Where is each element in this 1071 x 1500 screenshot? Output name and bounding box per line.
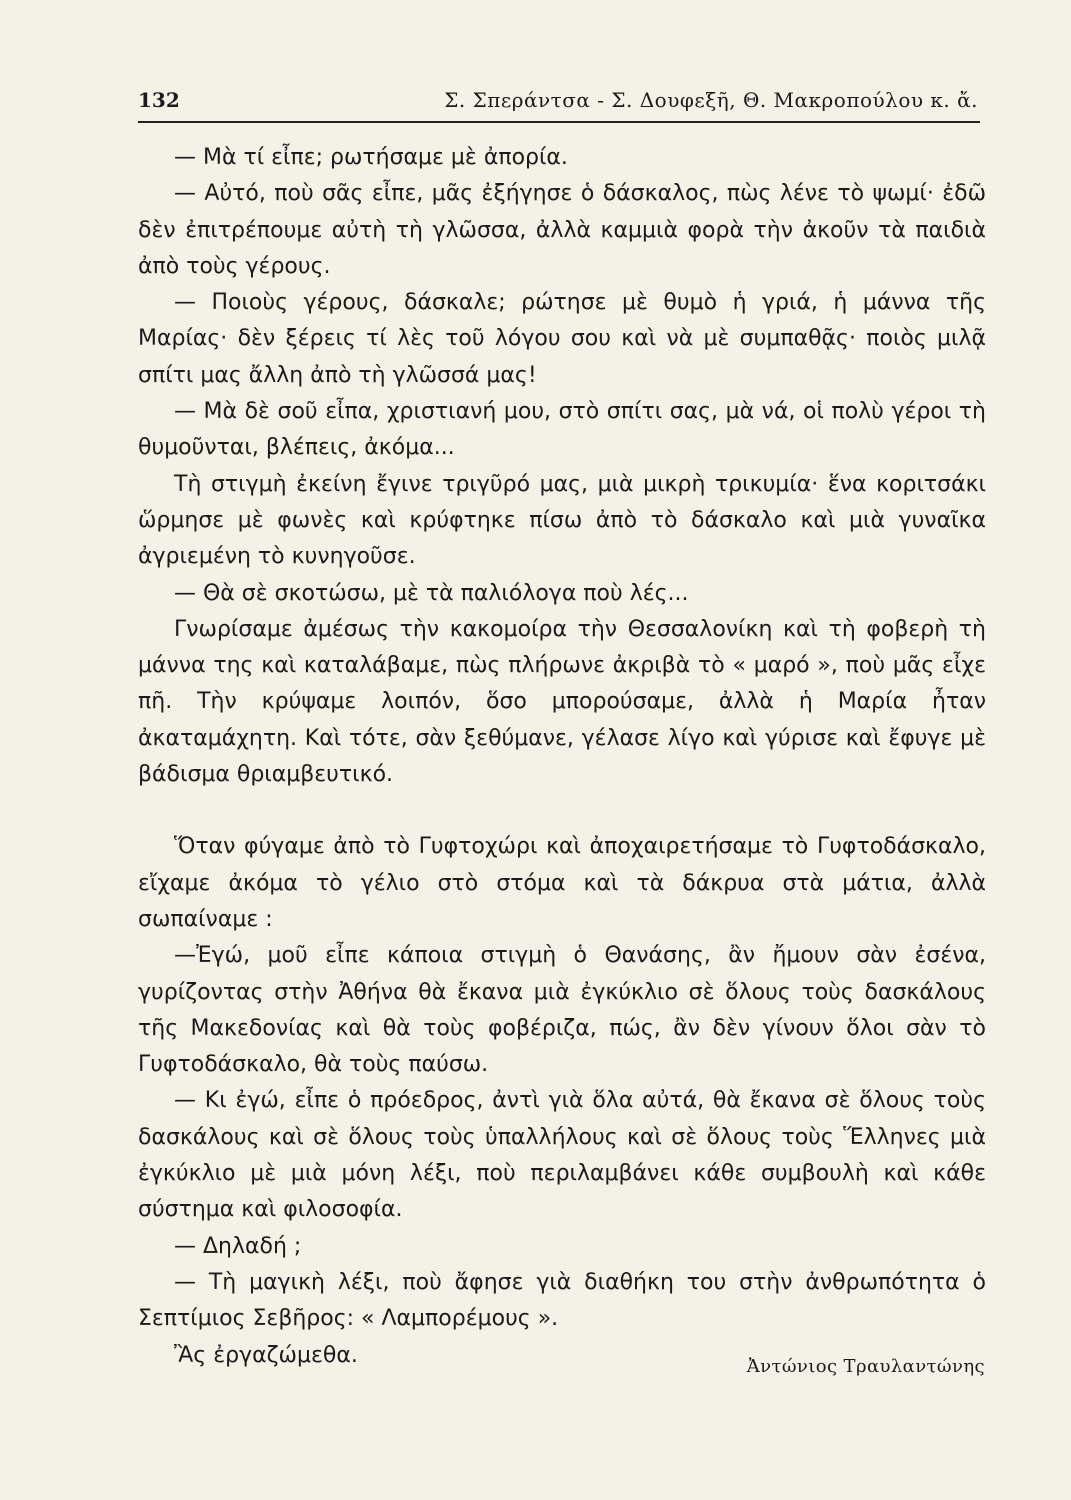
paragraph: — Αὐτό, ποὺ σᾶς εἶπε, μᾶς ἐξήγησε ὁ δάσκαλος, πὼς λένε τὸ ψωμί· ἐδῶ δὲν ἐπιτρέπουμε αὐτὴ τὴ γλῶσσα, ἀλλὰ καμμιὰ φορὰ τὴν ἀκοῦν τὰ παιδιὰ ἀπὸ τοὺς γέρους. (138, 181, 986, 279)
paragraph: — Μὰ δὲ σοῦ εἶπα, χριστιανή μου, στὸ σπίτι σας, μὰ νά, οἱ πολὺ γέροι τὴ θυμοῦνται, βλέπεις, ἀκόμα... (138, 399, 986, 461)
paragraph: —Ἐγώ, μοῦ εἶπε κάποια στιγμὴ ὁ Θανάσης, ἂν ἤμουν σὰν ἐσένα, γυρίζοντας στὴν Ἀθήνα θὰ ἔκανα μιὰ ἐγκύκλιο σὲ ὅλους τοὺς δασκάλους τῆς Μακεδονίας καὶ θὰ τοὺς φοβέριζα, πώς, ἂν δὲν γίνουν ὅλοι σὰν τὸ Γυφτοδάσκαλο, θὰ τοὺς παύσω. (138, 943, 986, 1078)
paragraph: — Θὰ σὲ σκοτώσω, μὲ τὰ παλιόλογα ποὺ λές... (174, 580, 689, 606)
paragraph: — Τὴ μαγικὴ λέξι, ποὺ ἄφησε γιὰ διαθήκη του στὴν ἀνθρωπότητα ὁ Σεπτίμιος Σεβῆρος: « Λαμπορέμους ». (138, 1269, 986, 1332)
page-number: 132 (138, 88, 180, 112)
running-head-title: Σ. Σπεράντσα - Σ. Δουφεξῆ, Θ. Μακροπούλου κ. ἄ. (444, 88, 978, 112)
body-text (138, 140, 986, 1374)
paragraph: Γνωρίσαμε ἀμέσως τὴν κακομοίρα τὴν Θεσσαλονίκη καὶ τὴ φοβερὴ τὴ μάννα της καὶ καταλάβαμε, πὼς πλήρωνε ἀκριβὰ τὸ « μαρό », ποὺ μᾶς εἶχε πῆ. Τὴν κρύψαμε λοιπόν, ὅσο μπορούσαμε, ἀλλὰ ἡ Μαρία ἦταν ἀκαταμάχητη. Καὶ τότε, σὰν ξεθύμανε, γέλασε λίγο καὶ γύρισε καὶ ἔφυγε μὲ βάδισμα θριαμβευτικό. (138, 616, 986, 788)
section-gap (138, 793, 986, 829)
paragraph: — Μὰ τί εἶπε; ρωτήσαμε μὲ ἀπορία. (174, 145, 568, 170)
paragraph: Ἂς ἐργαζώμεθα. (174, 1342, 358, 1368)
paragraph: Ὅταν φύγαμε ἀπὸ τὸ Γυφτοχώρι καὶ ἀποχαιρετήσαμε τὸ Γυφτοδάσκαλο, εἴχαμε ἀκόμα τὸ γέλιο στὸ στόμα καὶ τὰ δάκρυα στὰ μάτια, ἀλλὰ σωπαίναμε : (138, 834, 986, 932)
paragraph: — Ποιοὺς γέρους, δάσκαλε; ρώτησε μὲ θυμὸ ἡ γριά, ἡ μάννα τῆς Μαρίας· δὲν ξέρεις τί λὲς τοῦ λόγου σου καὶ νὰ μὲ συμπαθᾷς· ποιὸς μιλᾷ σπίτι μας ἄλλη ἀπὸ τὴ γλῶσσά μας! (138, 290, 986, 388)
author-signature: Ἀντώνιος Τραυλαντώνης (746, 1356, 985, 1377)
paragraph: Τὴ στιγμὴ ἐκείνη ἔγινε τριγῦρό μας, μιὰ μικρὴ τρικυμία· ἕνα κοριτσάκι ὥρμησε μὲ φωνὲς καὶ κρύφτηκε πίσω ἀπὸ τὸ δάσκαλο καὶ μιὰ γυναῖκα ἀγριεμένη τὸ κυνηγοῦσε. (138, 471, 986, 570)
running-head (138, 86, 980, 120)
paragraph: — Κι ἐγώ, εἶπε ὁ πρόεδρος, ἀντὶ γιὰ ὅλα αὐτά, θὰ ἔκανα σὲ ὅλους τοὺς δασκάλους καὶ σὲ ὅλους τοὺς ὑπαλλήλους καὶ σὲ ὅλους τοὺς Ἕλληνες μιὰ ἐγκύκλιο μὲ μιὰ μόνη λέξι, ποὺ περιλαμβάνει κάθε συμβουλὴ καὶ κάθε σύστημα καὶ φιλοσοφία. (138, 1088, 986, 1223)
header-rule (138, 121, 980, 123)
paragraph: — Δηλαδή ; (174, 1233, 302, 1259)
